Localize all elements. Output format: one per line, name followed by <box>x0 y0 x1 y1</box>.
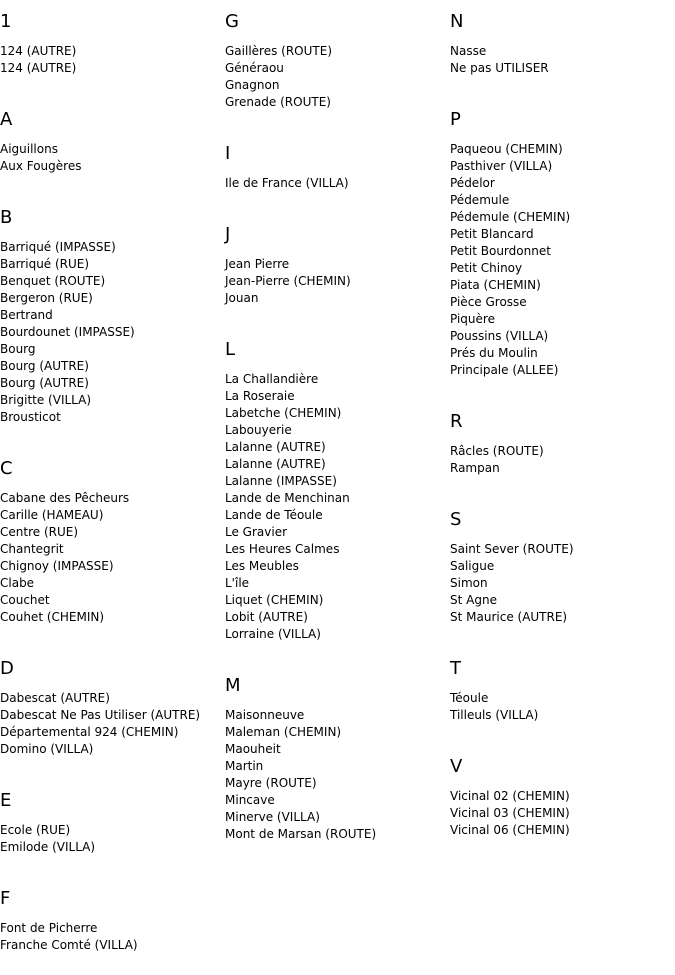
street-entry[interactable]: Poussins (VILLA) <box>450 329 549 343</box>
street-entry[interactable]: Dabescat Ne Pas Utiliser (AUTRE) <box>0 708 201 722</box>
street-entry[interactable]: Saligue <box>450 559 495 573</box>
letter-heading: T <box>450 658 461 679</box>
street-entry[interactable]: Lobit (AUTRE) <box>225 610 308 624</box>
street-entry[interactable]: St Agne <box>450 593 497 607</box>
street-entry[interactable]: Pédemule <box>450 193 510 207</box>
street-entry[interactable]: L'île <box>225 576 250 590</box>
street-entry[interactable]: Barriqué (IMPASSE) <box>0 240 116 254</box>
street-index-column-1 <box>0 0 224 975</box>
street-entry[interactable]: Maisonneuve <box>225 708 305 722</box>
letter-group <box>450 498 674 626</box>
street-entry[interactable]: Couhet (CHEMIN) <box>0 610 105 624</box>
letter-heading: J <box>225 224 231 245</box>
street-entry[interactable]: Couchet <box>0 593 50 607</box>
letter-group <box>225 132 449 192</box>
street-entry[interactable]: Bourdounet (IMPASSE) <box>0 325 135 339</box>
street-entry[interactable]: Bourg <box>0 342 36 356</box>
street-entry[interactable]: Gaillères (ROUTE) <box>225 44 332 58</box>
street-entry[interactable]: 124 (AUTRE) <box>0 61 77 75</box>
street-entry[interactable]: Rampan <box>450 461 500 475</box>
letter-group <box>0 0 224 77</box>
letter-heading: I <box>225 143 231 164</box>
street-entry[interactable]: Liquet (CHEMIN) <box>225 593 324 607</box>
street-entry[interactable]: Domino (VILLA) <box>0 742 94 756</box>
street-entry[interactable]: Lalanne (AUTRE) <box>225 457 326 471</box>
letter-group <box>450 98 674 379</box>
street-entry[interactable]: Petit Bourdonnet <box>450 244 551 258</box>
letter-heading: V <box>450 756 463 777</box>
street-entry[interactable]: Chignoy (IMPASSE) <box>0 559 114 573</box>
street-entry[interactable]: Barriqué (RUE) <box>0 257 90 271</box>
street-entry[interactable]: Tilleuls (VILLA) <box>450 708 539 722</box>
street-entry[interactable]: Cabane des Pêcheurs <box>0 491 130 505</box>
letter-group <box>0 647 224 758</box>
street-entry[interactable]: Lorraine (VILLA) <box>225 627 321 641</box>
street-entry[interactable]: Généraou <box>225 61 284 75</box>
street-entry[interactable]: Pièce Grosse <box>450 295 527 309</box>
street-entry[interactable]: St Maurice (AUTRE) <box>450 610 568 624</box>
street-entry[interactable]: Petit Chinoy <box>450 261 523 275</box>
street-entry[interactable]: Bourg (AUTRE) <box>0 359 89 373</box>
street-entry[interactable]: Emilode (VILLA) <box>0 840 96 854</box>
letter-group <box>225 213 449 307</box>
street-entry[interactable]: Vicinal 06 (CHEMIN) <box>450 823 570 837</box>
letter-group <box>0 98 224 175</box>
letter-group <box>450 647 674 724</box>
street-entry[interactable]: Ile de France (VILLA) <box>225 176 349 190</box>
letter-heading: B <box>0 207 13 228</box>
street-entry[interactable]: Maouheit <box>225 742 281 756</box>
letter-group <box>225 664 449 843</box>
street-entry[interactable]: Bertrand <box>0 308 53 322</box>
street-index-column-3 <box>450 0 674 860</box>
street-entry[interactable]: Les Heures Calmes <box>225 542 340 556</box>
street-entry[interactable]: Les Meubles <box>225 559 299 573</box>
street-entry[interactable]: Aiguillons <box>0 142 58 156</box>
street-entry[interactable]: Prés du Moulin <box>450 346 538 360</box>
street-entry[interactable]: Râcles (ROUTE) <box>450 444 544 458</box>
letter-group <box>0 196 224 426</box>
street-entry[interactable]: Vicinal 03 (CHEMIN) <box>450 806 570 820</box>
street-entry[interactable]: Mayre (ROUTE) <box>225 776 317 790</box>
street-entry[interactable]: La Challandière <box>225 372 319 386</box>
street-entry[interactable]: Mont de Marsan (ROUTE) <box>225 827 377 841</box>
street-entry[interactable]: Principale (ALLEE) <box>450 363 559 377</box>
street-entry[interactable]: Lalanne (AUTRE) <box>225 440 326 454</box>
street-entry[interactable]: Nasse <box>450 44 487 58</box>
street-entry[interactable]: Centre (RUE) <box>0 525 79 539</box>
letter-heading: C <box>0 458 13 479</box>
letter-group <box>450 745 674 839</box>
letter-heading: F <box>0 888 11 909</box>
letter-group <box>0 877 224 954</box>
street-entry[interactable]: Pédelor <box>450 176 495 190</box>
letter-heading: E <box>0 790 12 811</box>
street-entry[interactable]: Jouan <box>225 291 259 305</box>
letter-heading: L <box>225 339 236 360</box>
street-entry[interactable]: Le Gravier <box>225 525 288 539</box>
street-entry[interactable]: Font de Picherre <box>0 921 98 935</box>
letter-heading: D <box>0 658 14 679</box>
street-entry[interactable]: Pédemule (CHEMIN) <box>450 210 571 224</box>
letter-group <box>450 0 674 77</box>
street-entry[interactable]: Labetche (CHEMIN) <box>225 406 342 420</box>
street-entry[interactable]: Lande de Téoule <box>225 508 323 522</box>
street-entry[interactable]: Ecole (RUE) <box>0 823 71 837</box>
street-entry[interactable]: Saint Sever (ROUTE) <box>450 542 574 556</box>
street-entry[interactable]: Paqueou (CHEMIN) <box>450 142 563 156</box>
street-entry[interactable]: Piata (CHEMIN) <box>450 278 541 292</box>
letter-heading: M <box>225 675 241 696</box>
street-entry[interactable]: Simon <box>450 576 488 590</box>
street-entry[interactable]: Jean Pierre <box>225 257 290 271</box>
letter-heading: G <box>225 11 239 32</box>
street-index-column-2 <box>225 0 449 864</box>
street-entry[interactable]: Ne pas UTILISER <box>450 61 549 75</box>
street-entry[interactable]: Dabescat (AUTRE) <box>0 691 110 705</box>
street-entry[interactable]: Départemental 924 (CHEMIN) <box>0 725 179 739</box>
street-entry[interactable]: Aux Fougères <box>0 159 82 173</box>
street-entry[interactable]: Chantegrit <box>0 542 64 556</box>
street-entry[interactable]: Bourg (AUTRE) <box>0 376 89 390</box>
street-entry[interactable]: 124 (AUTRE) <box>0 44 77 58</box>
street-entry[interactable]: Clabe <box>0 576 35 590</box>
street-entry[interactable]: Vicinal 02 (CHEMIN) <box>450 789 570 803</box>
letter-heading: N <box>450 11 464 32</box>
letter-heading: R <box>450 411 463 432</box>
letter-group <box>450 400 674 477</box>
street-entry[interactable]: Pasthiver (VILLA) <box>450 159 553 173</box>
street-entry[interactable]: Minerve (VILLA) <box>225 810 320 824</box>
street-entry[interactable]: Téoule <box>450 691 489 705</box>
street-entry[interactable]: Piquère <box>450 312 495 326</box>
street-entry[interactable]: Lande de Menchinan <box>225 491 350 505</box>
street-entry[interactable]: Brousticot <box>0 410 61 424</box>
street-entry[interactable]: Franche Comté (VILLA) <box>0 938 138 952</box>
street-entry[interactable]: Brigitte (VILLA) <box>0 393 92 407</box>
street-entry[interactable]: Grenade (ROUTE) <box>225 95 331 109</box>
street-entry[interactable]: Labouyerie <box>225 423 292 437</box>
letter-group <box>0 779 224 856</box>
street-entry[interactable]: La Roseraie <box>225 389 295 403</box>
street-entry[interactable]: Mincave <box>225 793 275 807</box>
street-entry[interactable]: Lalanne (IMPASSE) <box>225 474 337 488</box>
letter-heading: S <box>450 509 462 530</box>
street-entry[interactable]: Jean-Pierre (CHEMIN) <box>225 274 351 288</box>
street-entry[interactable]: Petit Blancard <box>450 227 534 241</box>
street-entry[interactable]: Martin <box>225 759 264 773</box>
street-entry[interactable]: Maleman (CHEMIN) <box>225 725 342 739</box>
letter-heading: 1 <box>0 11 12 32</box>
letter-heading: A <box>0 109 13 130</box>
letter-group <box>225 0 449 111</box>
street-entry[interactable]: Benquet (ROUTE) <box>0 274 106 288</box>
street-entry[interactable]: Gnagnon <box>225 78 280 92</box>
letter-group <box>0 447 224 626</box>
letter-heading: P <box>450 109 461 130</box>
street-entry[interactable]: Carille (HAMEAU) <box>0 508 104 522</box>
street-entry[interactable]: Bergeron (RUE) <box>0 291 93 305</box>
letter-group <box>225 328 449 643</box>
